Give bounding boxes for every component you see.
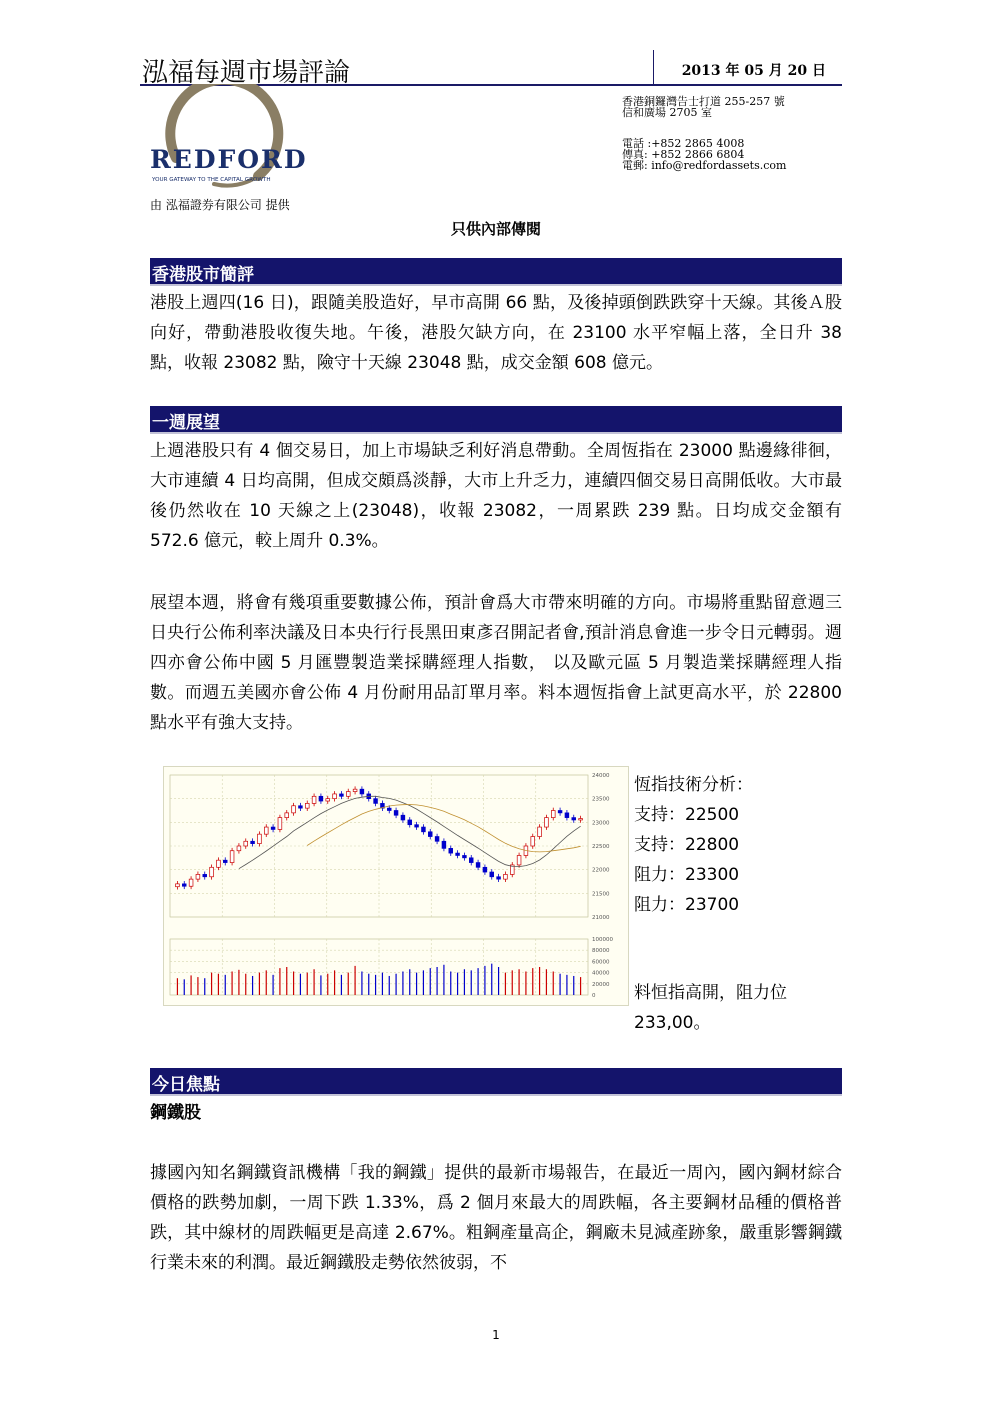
candle-body xyxy=(449,848,453,853)
page-number: 1 xyxy=(492,1328,500,1342)
candle-body xyxy=(538,827,542,836)
candle-body xyxy=(394,811,398,816)
candle-body xyxy=(565,813,569,818)
candle-body xyxy=(422,827,426,832)
price-tick-label: 22500 xyxy=(592,844,610,850)
section-heading-text: 香港股市簡評 xyxy=(152,265,254,285)
candle-body xyxy=(415,825,419,827)
candle-body xyxy=(292,806,296,813)
candle-body xyxy=(333,794,337,799)
logo-tagline: YOUR GATEWAY TO THE CAPITAL GROWTH xyxy=(152,177,271,183)
candle-body xyxy=(435,837,439,842)
analysis-label: 阻力： xyxy=(634,895,685,915)
candle-body xyxy=(285,813,289,818)
logo-graphic xyxy=(146,84,316,192)
analysis-title: 恆指技術分析： xyxy=(634,775,753,795)
address-line-1: 香港銅鑼灣告士打道 255-257 號 xyxy=(622,95,785,108)
candle-body xyxy=(579,819,583,820)
analysis-label: 支持： xyxy=(634,835,685,855)
price-tick-label: 24000 xyxy=(592,773,610,779)
analysis-item xyxy=(634,860,753,890)
volume-tick-label: 60000 xyxy=(592,959,610,966)
candle-body xyxy=(408,820,412,825)
candle-body xyxy=(326,799,330,801)
price-tick-label: 22000 xyxy=(592,867,610,874)
candle-body xyxy=(251,841,255,843)
volume-tick-label: 0 xyxy=(592,993,596,999)
candle-body xyxy=(210,867,214,876)
candle-body xyxy=(176,884,180,887)
price-tick-label: 21500 xyxy=(592,891,610,898)
analysis-value: 22800 xyxy=(685,835,740,855)
chart-svg xyxy=(164,767,628,1005)
candle-body xyxy=(223,860,227,862)
email-line: 電郵: info@redfordassets.com xyxy=(622,159,787,172)
candle-body xyxy=(360,789,364,794)
contact-block xyxy=(622,138,786,171)
candle-body xyxy=(196,874,200,879)
candle-body xyxy=(353,789,357,791)
publication-date: 2013 年 05 月 20 日 xyxy=(681,63,826,79)
section-heading-outlook xyxy=(150,406,842,434)
volume-tick-label: 40000 xyxy=(592,970,610,977)
candle-body xyxy=(504,874,508,879)
section-heading-hk-review xyxy=(150,258,842,286)
analysis-item xyxy=(634,800,753,830)
candle-body xyxy=(442,841,446,848)
analysis-label: 支持： xyxy=(634,805,685,825)
analysis-note xyxy=(634,978,787,1038)
analysis-note-line-1: 料恒指高開，阻力位 xyxy=(634,983,787,1003)
publication-date-box xyxy=(653,50,842,84)
candle-body xyxy=(428,832,432,837)
candle-body xyxy=(182,884,186,886)
moving-average-line xyxy=(239,796,581,868)
internal-notice: 只供內部傳閱 xyxy=(450,220,541,238)
candle-body xyxy=(244,841,248,846)
candle-body xyxy=(497,877,501,879)
candle-body xyxy=(476,863,480,868)
analysis-value: 23300 xyxy=(685,865,740,885)
candle-body xyxy=(203,874,207,876)
logo-brand: REDFORD xyxy=(150,145,308,174)
candle-body xyxy=(469,858,473,863)
candle-body xyxy=(401,815,405,820)
provider-line: 由 泓福證券有限公司 提供 xyxy=(150,198,290,212)
section-heading-text: 一週展望 xyxy=(152,413,220,433)
candle-body xyxy=(230,851,234,863)
volume-tick-label: 100000 xyxy=(592,937,613,943)
candle-body xyxy=(264,827,268,834)
candle-body xyxy=(237,846,241,851)
analysis-value: 23700 xyxy=(685,895,740,915)
focus-paragraph: 據國內知名鋼鐵資訊機構「我的鋼鐵」提供的最新市場報告，在最近一周內，國內鋼材綜合價格的跌勢加劇，一周下跌 1.33%，爲 2 個月來最大的周跌幅，各主要鋼材品種的價格普跌，其中線材的周跌幅更是高達 2.67%。粗鋼產量高企，鋼廠未見減產跡象，嚴重影響鋼鐵行業未來的利潤。最近鋼鐵股走勢依然彼弱，不 xyxy=(150,1163,842,1273)
publication-title: 泓福每週市場評論 xyxy=(142,58,351,88)
candle-body xyxy=(189,879,193,886)
candle-body xyxy=(374,799,378,804)
candle-body xyxy=(278,818,282,830)
outlook-paragraph-2: 展望本週，將會有幾項重要數據公佈，預計會爲大市帶來明確的方向。市場將重點留意週三日央行公佈利率決議及日本央行行長黑田東彥召開記者會,預計消息會進一步令日元轉弱。週四亦會公佈中國 5 月匯豐製造業採購經理人指數， 以及歐元區 5 月製造業採購經理人指數。而週五美國亦會公佈 4 月份耐用品訂單月率。料本週恆指會上試更高水平，於 22800 點水平有強大支持。 xyxy=(150,593,842,733)
candle-body xyxy=(483,867,487,872)
volume-tick-label: 20000 xyxy=(592,981,610,988)
section-heading-focus xyxy=(150,1068,842,1096)
candle-body xyxy=(299,806,303,808)
volume-tick-label: 80000 xyxy=(592,948,610,955)
fax-line: 傳真: +852 2866 6804 xyxy=(622,148,745,161)
candle-body xyxy=(217,860,221,867)
candle-body xyxy=(346,792,350,797)
candle-body xyxy=(558,811,562,813)
section-heading-text: 今日焦點 xyxy=(152,1075,220,1095)
candle-body xyxy=(463,855,467,857)
candle-body xyxy=(572,818,576,820)
phone-line: 電話 :+852 2865 4008 xyxy=(622,137,745,150)
candle-body xyxy=(531,837,535,846)
analysis-note-line-2: 233,00。 xyxy=(634,1013,711,1033)
hk-review-paragraph: 港股上週四(16 日)，跟隨美股造好，早市高開 66 點，及後掉頭倒跌跌穿十天線。其後Ａ股向好，帶動港股收復失地。午後，港股欠缺方向，在 23100 水平窄幅上落，全日升 38 點，收報 23082 點，險守十天線 23048 點，成交金額 608 億元。 xyxy=(150,293,842,373)
candle-body xyxy=(340,794,344,796)
outlook-paragraph-1: 上週港股只有 4 個交易日，加上市場缺乏利好消息帶動。全周恆指在 23000 點邊緣徘徊，大市連續 4 日均高開，但成交頗爲淡靜，大市上升乏力，連續四個交易日高開低收。大市最後仍然收在 10 天線之上(23048)，收報 23082，一周累跌 239 點。日均成交金額有 572.6 億元，較上周升 0.3%。 xyxy=(150,441,842,551)
address-line-2: 信和廣場 2705 室 xyxy=(622,106,712,119)
analysis-value: 22500 xyxy=(685,805,740,825)
price-tick-label: 23500 xyxy=(592,796,610,803)
hang-seng-chart xyxy=(163,766,629,1006)
analysis-label: 阻力： xyxy=(634,865,685,885)
candle-body xyxy=(305,803,309,808)
title-bar xyxy=(140,50,842,86)
candle-body xyxy=(456,853,460,855)
candle-body xyxy=(551,811,555,818)
candle-body xyxy=(312,796,316,803)
analysis-item xyxy=(634,830,753,860)
candle-body xyxy=(271,827,275,829)
price-tick-label: 21000 xyxy=(592,915,610,921)
analysis-item xyxy=(634,890,753,920)
candle-body xyxy=(387,808,391,810)
address-block xyxy=(622,96,785,118)
focus-subheading: 鋼鐵股 xyxy=(150,1103,201,1123)
candle-body xyxy=(319,796,323,801)
candle-body xyxy=(258,834,262,843)
candle-body xyxy=(490,872,494,877)
candle-body xyxy=(545,818,549,827)
candle-body xyxy=(517,855,521,864)
price-tick-label: 23000 xyxy=(592,820,610,827)
redford-logo xyxy=(146,84,316,192)
technical-analysis xyxy=(634,770,753,920)
